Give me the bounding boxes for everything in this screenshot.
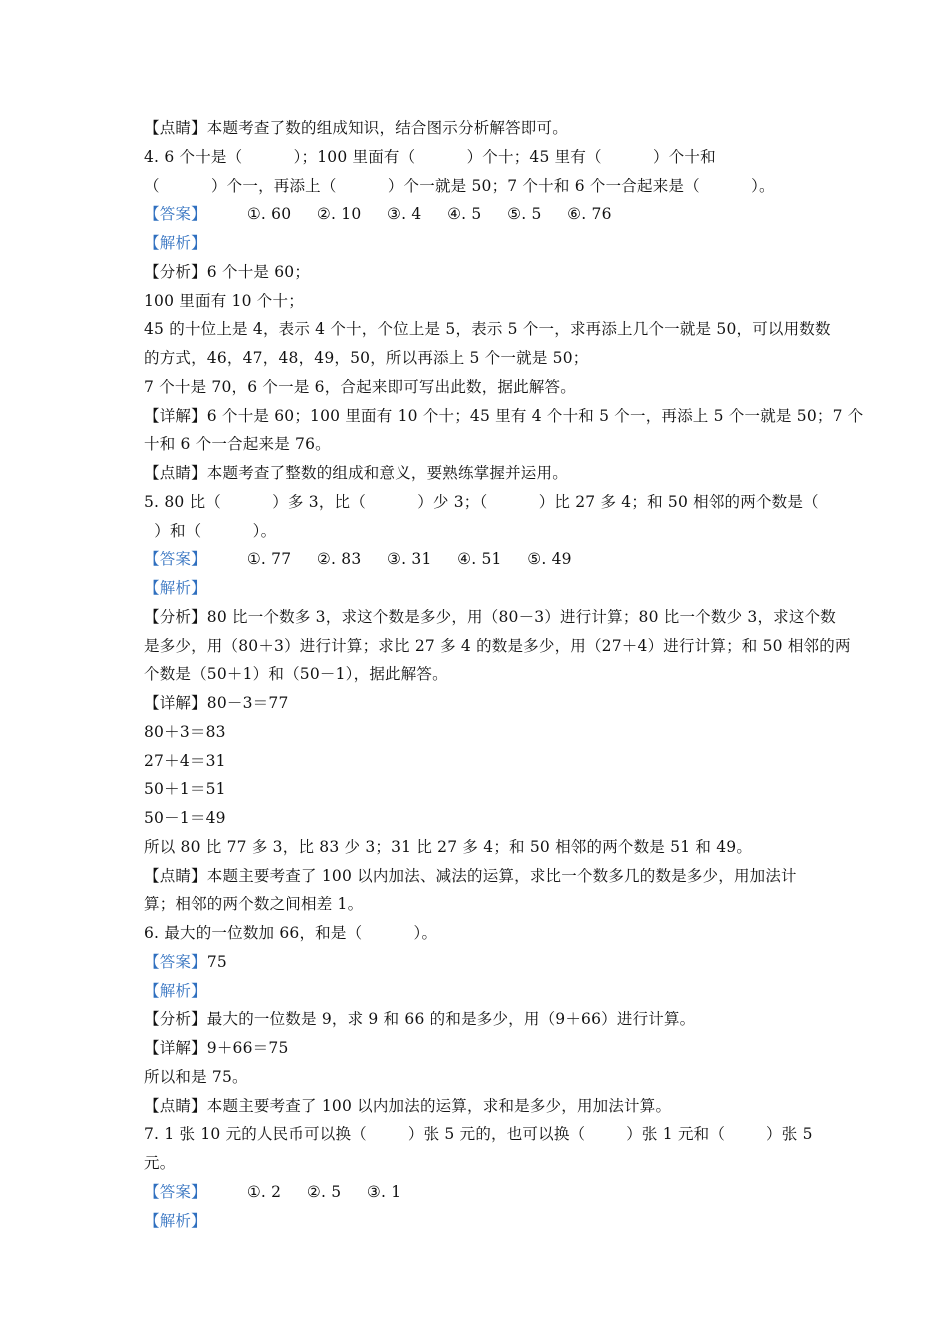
detail-line: 50＋1＝51 xyxy=(144,780,226,799)
analysis-line: 45 的十位上是 4，表示 4 个十，个位上是 5，表示 5 个一，求再添上几个一就是 50，可以用数数 xyxy=(144,320,831,339)
answer-line xyxy=(144,545,814,574)
answer-line xyxy=(144,948,814,977)
answer-line xyxy=(144,1178,814,1207)
answer-label: 【答案】 xyxy=(144,952,207,971)
question-4-line-2: （ ）个一，再添上（ ）个一就是 50；7 个十和 6 个一合起来是（ ）。 xyxy=(144,176,775,195)
detail-line: 十和 6 个一合起来是 76。 xyxy=(144,435,331,454)
dianjing-line: 算；相邻的两个数之间相差 1。 xyxy=(144,895,364,914)
analysis-line: 【分析】6 个十是 60； xyxy=(144,262,311,281)
detail-line: 【详解】6 个十是 60；100 里面有 10 个十；45 里有 4 个十和 5 个一，再添上 5 个一就是 50；7 个 xyxy=(144,406,864,425)
analysis-line: 的方式，46，47，48，49，50，所以再添上 5 个一就是 50； xyxy=(144,349,589,367)
detail-line: 【详解】80－3＝77 xyxy=(144,694,289,712)
dianjing-line: 【点睛】本题考查了数的组成知识，结合图示分析解答即可。 xyxy=(144,119,568,137)
dianjing-line: 【点睛】本题考查了整数的组成和意义，要熟练掌握并运用。 xyxy=(144,464,568,482)
analysis-line: 是多少，用（80＋3）进行计算；求比 27 多 4 的数是多少，用（27＋4）进行计算；和 50 相邻的两 xyxy=(144,636,851,655)
detail-line: 27＋4＝31 xyxy=(144,751,226,770)
analysis-line: 100 里面有 10 个十； xyxy=(144,291,304,310)
jiexi-label: 【解析】 xyxy=(144,579,207,597)
jiexi-label: 【解析】 xyxy=(144,1211,207,1230)
dianjing-line: 【点睛】本题主要考查了 100 以内加法的运算，求和是多少，用加法计算。 xyxy=(144,1096,672,1115)
answer-label: 【答案】 xyxy=(144,205,207,224)
analysis-line: 【分析】80 比一个数多 3，求这个数是多少，用（80－3）进行计算；80 比一个数少 3，求这个数 xyxy=(144,607,836,626)
answer-line xyxy=(144,200,814,229)
question-7-line-2: 元。 xyxy=(144,1154,176,1172)
dianjing-line: 【点睛】本题主要考查了 100 以内加法、减法的运算，求比一个数多几的数是多少，用加法计 xyxy=(144,866,797,885)
detail-line: 50－1＝49 xyxy=(144,809,226,827)
detail-line: 【详解】9＋66＝75 xyxy=(144,1039,289,1057)
answer-values: ①. 60 ②. 10 ③. 4 ④. 5 ⑤. 5 ⑥. 76 xyxy=(246,205,612,224)
jiexi-label: 【解析】 xyxy=(144,234,207,252)
jiexi-label: 【解析】 xyxy=(144,981,207,1000)
detail-line: 80＋3＝83 xyxy=(144,722,226,741)
question-5-line-2: ）和（ ）。 xyxy=(144,521,277,540)
detail-line: 所以 80 比 77 多 3，比 83 少 3；31 比 27 多 4；和 50 相邻的两个数是 51 和 49。 xyxy=(144,837,753,856)
analysis-line: 7 个十是 70，6 个一是 6，合起来即可写出此数，据此解答。 xyxy=(144,377,576,396)
question-4-line-1: 4. 6 个十是（ ）；100 里面有（ ）个十；45 里有（ ）个十和 xyxy=(144,147,716,166)
answer-values: ①. 77 ②. 83 ③. 31 ④. 51 ⑤. 49 xyxy=(246,550,572,569)
document-page xyxy=(144,114,864,1235)
answer-values: ①. 2 ②. 5 ③. 1 xyxy=(246,1182,402,1201)
detail-line: 所以和是 75。 xyxy=(144,1067,248,1086)
analysis-line: 【分析】最大的一位数是 9，求 9 和 66 的和是多少，用（9＋66）进行计算。 xyxy=(144,1010,696,1029)
question-7-line-1: 7. 1 张 10 元的人民币可以换（ ）张 5 元的，也可以换（ ）张 1 元和（ ）张 5 xyxy=(144,1125,813,1144)
answer-label: 【答案】 xyxy=(144,550,207,569)
question-5-line-1: 5. 80 比（ ）多 3，比（ ）少 3；（ ）比 27 多 4；和 50 相邻的两个数是（ xyxy=(144,492,819,511)
analysis-line: 个数是（50＋1）和（50－1），据此解答。 xyxy=(144,665,448,684)
answer-label: 【答案】 xyxy=(144,1182,207,1201)
answer-values: 75 xyxy=(206,952,227,971)
question-6-line: 6. 最大的一位数加 66，和是（ ）。 xyxy=(144,924,438,942)
